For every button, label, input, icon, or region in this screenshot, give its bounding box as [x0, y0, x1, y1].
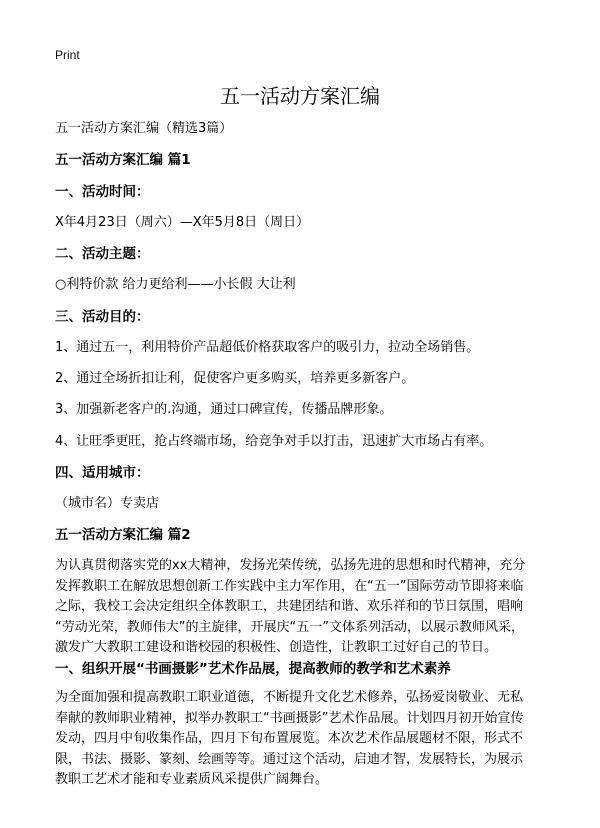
document-subtitle: 五一活动方案汇编（精选3篇） — [55, 121, 233, 136]
paragraph-line: 教职工艺术才能和专业素质风采提供广阔舞台。 — [55, 772, 329, 787]
paragraph-line: 激发广大教职工建设和谐校园的积极性、创造性，让教职工过好自己的节日。 — [55, 640, 498, 655]
paragraph-line: 为全面加强和提高教职工职业道德，不断提升文化艺术修养，弘扬爱岗敬业、无私 — [55, 690, 524, 705]
article2-intro-paragraph — [55, 556, 555, 659]
purpose-item: 2、通过全场折扣让利，促使客户更多购买，培养更多新客户。 — [55, 371, 415, 386]
theme-text: ○利特价款 给力更给利——小长假 大让利 — [55, 277, 296, 292]
purpose-item: 4、让旺季更旺，抢占终端市场，给竞争对手以打击，迅速扩大市场占有率。 — [55, 434, 493, 449]
time-text: X年4月23日（周六）—X年5月8日（周日） — [55, 215, 310, 230]
paragraph-line: 发动，四月中旬收集作品，四月下旬布置展览。本次艺术作品展题材不限，形式不 — [55, 731, 524, 746]
section1-paragraph — [55, 688, 555, 791]
article2-heading: 五一活动方案汇编 篇2 — [55, 527, 191, 543]
theme-heading: 二、活动主题： — [55, 246, 150, 262]
purpose-item: 1、通过五一，利用特价产品超低价格获取客户的吸引力，拉动全场销售。 — [55, 340, 480, 355]
paragraph-line: 为认真贯彻落实党的xx大精神，发扬光荣传统，弘扬先进的思想和时代精神，充分 — [55, 558, 526, 573]
paragraph-line: 奉献的教师职业精神，拟举办教职工“书画摄影”艺术作品展。计划四月初开始宣传 — [55, 710, 524, 726]
purpose-heading: 三、活动目的： — [55, 309, 150, 325]
section1-heading: 一、组织开展“书画摄影”艺术作品展，提高教师的教学和艺术素养 — [55, 661, 451, 677]
city-text: （城市名）专卖店 — [55, 496, 160, 511]
paragraph-line: “劳动光荣，教师伟大”的主旋律，开展庆“五一”文体系列活动，以展示教师风采， — [55, 619, 524, 635]
article1-heading: 五一活动方案汇编 篇1 — [55, 152, 191, 168]
time-heading: 一、活动时间： — [55, 184, 150, 200]
paragraph-line: 发挥教职工在解放思想创新工作实践中主力军作用，在“五一”国际劳动节即将来临 — [55, 578, 524, 594]
print-link[interactable]: Print — [55, 48, 80, 62]
purpose-item: 3、加强新老客户的.沟通，通过口碑宣传，传播品牌形象。 — [55, 402, 393, 417]
paragraph-line: 限，书法、摄影、篆刻、绘画等等。通过这个活动，启迪才智，发展特长，为展示 — [55, 751, 524, 767]
document-title: 五一活动方案汇编 — [220, 84, 380, 108]
city-heading: 四、适用城市： — [55, 465, 150, 481]
paragraph-line: 之际，我校工会决定组织全体教职工，共建团结和谐、欢乐祥和的节日氛围，唱响 — [55, 599, 524, 614]
